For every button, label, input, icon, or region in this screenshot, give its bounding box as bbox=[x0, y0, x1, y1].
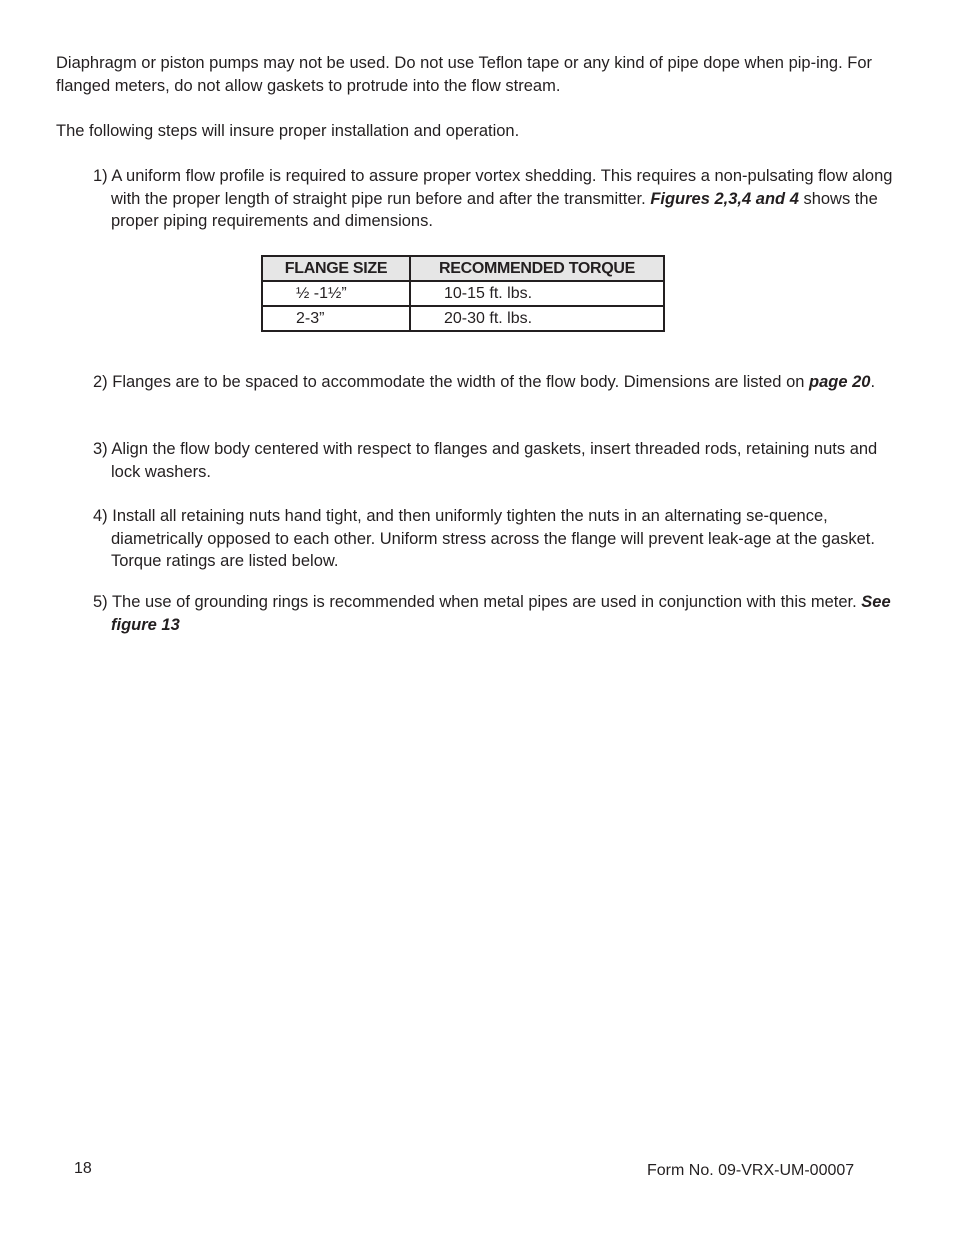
step-1-text: 1) A uniform flow profile is required to assure proper vortex shedding. This requires a non-pulsating flow along with the proper length of straight pipe run before and after the transmitter. bbox=[93, 167, 893, 208]
header-flange-size: FLANGE SIZE bbox=[262, 256, 410, 281]
step-1-tail: shows the proper piping requirements and dimensions. bbox=[111, 189, 878, 230]
step-2 bbox=[93, 371, 901, 394]
step-1-figure-ref: Figures 2,3,4 and 4 bbox=[650, 189, 799, 208]
intro-paragraph-2: The following steps will insure proper installation and operation. bbox=[56, 122, 520, 140]
step-2-text: 2) Flanges are to be spaced to accommodate the width of the flow body. Dimensions are listed on bbox=[93, 373, 810, 391]
page-number: 18 bbox=[74, 1160, 92, 1177]
step-5-text: 5) The use of grounding rings is recommended when metal pipes are used in conjunction with this meter. bbox=[93, 593, 862, 611]
table-row bbox=[262, 306, 664, 331]
step-5 bbox=[93, 591, 901, 636]
header-recommended-torque: RECOMMENDED TORQUE bbox=[410, 256, 664, 281]
table-row bbox=[262, 281, 664, 306]
flange-size-cell: ½ -1½” bbox=[262, 281, 410, 306]
flange-size-cell: 2-3” bbox=[262, 306, 410, 331]
torque-cell: 10-15 ft. lbs. bbox=[410, 281, 664, 306]
torque-cell: 20-30 ft. lbs. bbox=[410, 306, 664, 331]
torque-table bbox=[261, 255, 665, 332]
step-2-page-ref: page 20 bbox=[809, 373, 871, 391]
step-3: 3) Align the flow body centered with respect to flanges and gaskets, insert threaded rods, retaining nuts and lock washers. bbox=[93, 440, 878, 481]
form-number: Form No. 09-VRX-UM-00007 bbox=[647, 1162, 855, 1179]
step-4: 4) Install all retaining nuts hand tight, and then uniformly tighten the nuts in an alternating se-quence, diametrically opposed to each other. Uniform stress across the flange will prevent leak-age at the gasket. Torque ratings are listed below. bbox=[93, 507, 875, 570]
step-1 bbox=[93, 165, 901, 233]
step-2-tail: . bbox=[870, 373, 876, 391]
intro-paragraph-1: Diaphragm or piston pumps may not be used. Do not use Teflon tape or any kind of pipe dope when pip-ing. For flanged meters, do not allow gaskets to protrude into the flow stream. bbox=[56, 54, 873, 95]
step-5-figure-ref: See figure 13 bbox=[111, 593, 891, 634]
torque-table-header-row bbox=[262, 256, 664, 281]
